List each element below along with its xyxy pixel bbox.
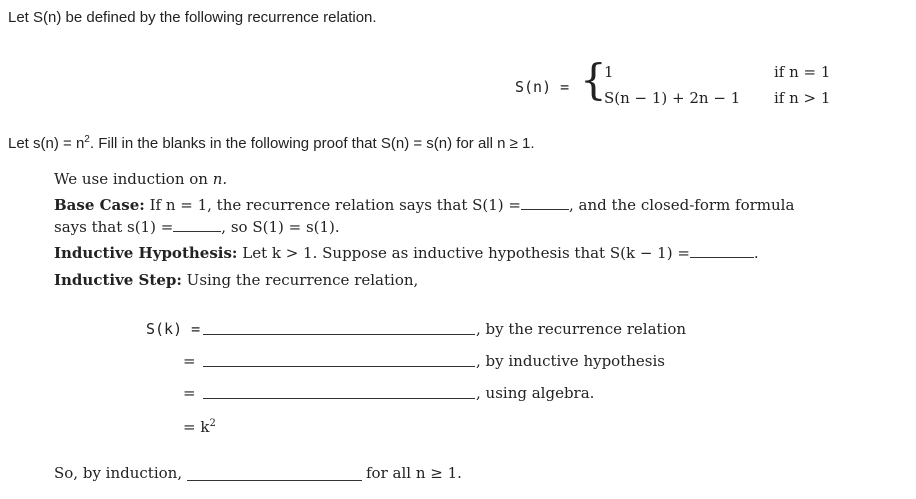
proof-intro-var: n. [212,170,228,188]
reason-recurrence: , by the recurrence relation [476,320,687,338]
task-suffix: . Fill in the blanks in the following proof that S(n) = s(n) for all n ≥ 1. [89,135,535,152]
recurrence-case1-value: 1 [604,63,614,81]
base-case-text-1: If n = 1, the recurrence relation says that S(1) = [149,196,521,214]
inductive-step-text: Using the recurrence relation, [186,271,419,289]
blank-step-3[interactable] [203,398,475,399]
recurrence-case1-condition: if n = 1 [774,63,831,81]
task-prefix: Let s(n) = n [8,135,85,152]
left-brace-icon: { [580,55,607,104]
blank-conclusion[interactable] [187,480,362,481]
inductive-hypothesis-line [54,244,759,262]
base-case-label: Base Case: [54,196,145,214]
blank-step-2[interactable] [203,366,475,367]
final-exponent: 2 [209,418,216,429]
reason-algebra: , using algebra. [476,384,595,402]
final-equation-text: = k [183,418,210,436]
intro-text: Let S(n) be defined by the following recurrence relation. [8,9,377,26]
final-equation [183,418,216,436]
proof-intro-text: We use induction on [54,170,208,188]
inductive-hypothesis-end: . [753,244,759,262]
blank-s1-recurrence[interactable] [521,197,569,210]
base-case-line-1 [54,196,794,214]
reason-inductive-hypothesis: , by inductive hypothesis [476,352,665,370]
conclusion-prefix: So, by induction, [54,464,183,482]
equals-sign-3: = [183,384,196,402]
blank-s1-closed-form[interactable] [173,219,221,232]
task-statement [8,134,535,152]
inductive-hypothesis-label: Inductive Hypothesis: [54,244,238,262]
equation-lhs: S(k) = [146,320,201,338]
task-exponent: 2 [84,134,90,145]
equals-sign-2: = [183,352,196,370]
blank-inductive-hypothesis[interactable] [690,245,754,258]
inductive-hypothesis-text: Let k > 1. Suppose as inductive hypothesis that S(k − 1) = [242,244,690,262]
inductive-step-label: Inductive Step: [54,271,182,289]
conclusion-suffix: for all n ≥ 1. [366,464,462,482]
base-case-line-2 [54,218,340,236]
base-case-text-3: says that s(1) = [54,218,174,236]
recurrence-lhs: S(n) = [515,78,570,96]
base-case-text-2: , and the closed-form formula [568,196,795,214]
recurrence-case2-condition: if n > 1 [774,89,831,107]
base-case-text-4: , so S(1) = s(1). [221,218,340,236]
inductive-step-line [54,271,418,289]
recurrence-case2-value: S(n − 1) + 2n − 1 [604,89,741,107]
proof-intro [54,170,227,188]
blank-step-1[interactable] [203,334,475,335]
